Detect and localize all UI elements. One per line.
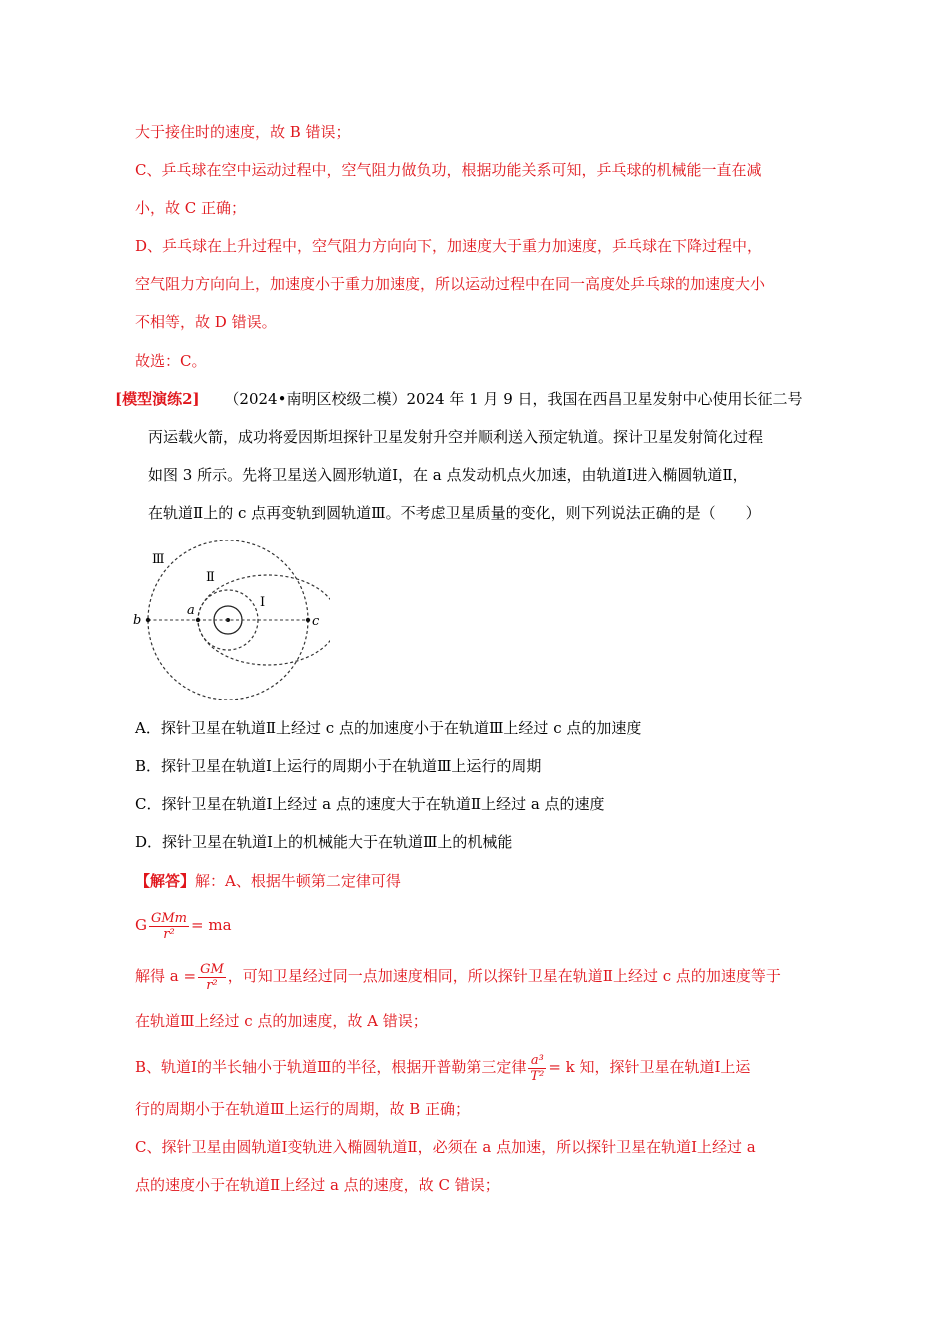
label-b: b [133,613,142,628]
label-orbit-I: I [260,595,266,610]
answer-intro: 解：A、根据牛顿第二定律可得 [195,872,401,890]
eq1-suffix: = ma [191,916,232,934]
option-c: C．探针卫星在轨道Ⅰ上经过 a 点的速度大于在轨道Ⅱ上经过 a 点的速度 [135,795,605,813]
label-orbit-II: Ⅱ [206,570,215,585]
answer-b-line1 [135,1050,750,1084]
point-a [196,618,200,622]
label-c: c [312,614,320,629]
answer-b-line2: 行的周期小于在轨道Ⅲ上运行的周期，故 B 正确； [135,1100,471,1118]
question-text-1: （2024•南明区校级二模）2024 年 1 月 9 日，我国在西昌卫星发射中心使用长征二号 [224,390,803,408]
solution-prev-choice: 故选：C。 [135,352,207,370]
solution-prev-d-line2: 空气阻力方向向上，加速度小于重力加速度，所以运动过程中在同一高度处乒乓球的加速度大小 [135,275,766,293]
eq1-fraction [149,911,189,942]
eq1-num: GMm [150,910,188,926]
a-num: GM [200,961,224,977]
solution-prev-c-line1: C、乒乓球在空中运动过程中，空气阻力做负功，根据功能关系可知，乒乓球的机械能一直在减 [135,161,762,179]
solution-prev-line1: 大于接住时的速度，故 B 错误； [135,123,351,141]
answer-c-line1: C、探针卫星由圆轨道Ⅰ变轨进入椭圆轨道Ⅱ，必须在 a 点加速，所以探针卫星在轨道Ⅰ上经过 a [135,1138,756,1156]
answer-heading: 【解答】 [135,872,196,890]
a-den: r² [206,977,218,993]
label-a: a [187,603,195,618]
orbit-diagram [130,540,330,700]
question-line1 [115,389,803,409]
question-line2: 丙运载火箭，成功将爱因斯坦探针卫星发射升空并顺利送入预定轨道。探计卫星发射简化过程 [148,428,764,446]
b-prefix: B、轨道Ⅰ的半长轴小于轨道Ⅲ的半径，根据开普勒第三定律 [135,1058,527,1076]
a-prefix: 解得 a = [135,967,197,985]
label-orbit-III: Ⅲ [152,552,165,567]
answer-intro-line [135,871,401,891]
question-line3: 如图 3 所示。先将卫星送入圆形轨道Ⅰ，在 a 点发动机点火加速，由轨道Ⅰ进入椭圆轨道Ⅱ， [148,466,748,484]
solution-prev-d-line3: 不相等，故 D 错误。 [135,313,277,331]
eq1-den: r² [163,926,175,942]
question-tag: [模型演练2] [115,390,200,408]
equation-1 [135,908,232,942]
point-b [146,618,150,622]
solution-prev-d-line1: D、乒乓球在上升过程中，空气阻力方向向下，加速度大于重力加速度，乒乓球在下降过程中， [135,237,763,255]
answer-a-line2: 在轨道Ⅲ上经过 c 点的加速度，故 A 错误； [135,1012,428,1030]
eq1-prefix: G [135,916,147,934]
question-line4: 在轨道Ⅱ上的 c 点再变轨到圆轨道Ⅲ。不考虑卫星质量的变化，则下列说法正确的是（ ） [148,504,761,522]
a-fraction [198,962,226,993]
solution-prev-c-line2: 小，故 C 正确； [135,199,247,217]
b-fraction [528,1053,546,1084]
option-a: A．探针卫星在轨道Ⅱ上经过 c 点的加速度小于在轨道Ⅲ上经过 c 点的加速度 [135,719,642,737]
option-d: D．探针卫星在轨道Ⅰ上的机械能大于在轨道Ⅲ上的机械能 [135,833,513,851]
b-num: a³ [528,1053,546,1069]
answer-c-line2: 点的速度小于在轨道Ⅱ上经过 a 点的速度，故 C 错误； [135,1176,500,1194]
b-den: T² [530,1068,545,1084]
point-c [306,618,310,622]
a-rest: ，可知卫星经过同一点加速度相同，所以探针卫星在轨道Ⅱ上经过 c 点的加速度等于 [227,967,781,985]
b-rest: = k 知，探针卫星在轨道Ⅰ上运 [548,1058,751,1076]
option-b: B．探针卫星在轨道Ⅰ上运行的周期小于在轨道Ⅲ上运行的周期 [135,757,542,775]
answer-a-line1 [135,959,781,993]
